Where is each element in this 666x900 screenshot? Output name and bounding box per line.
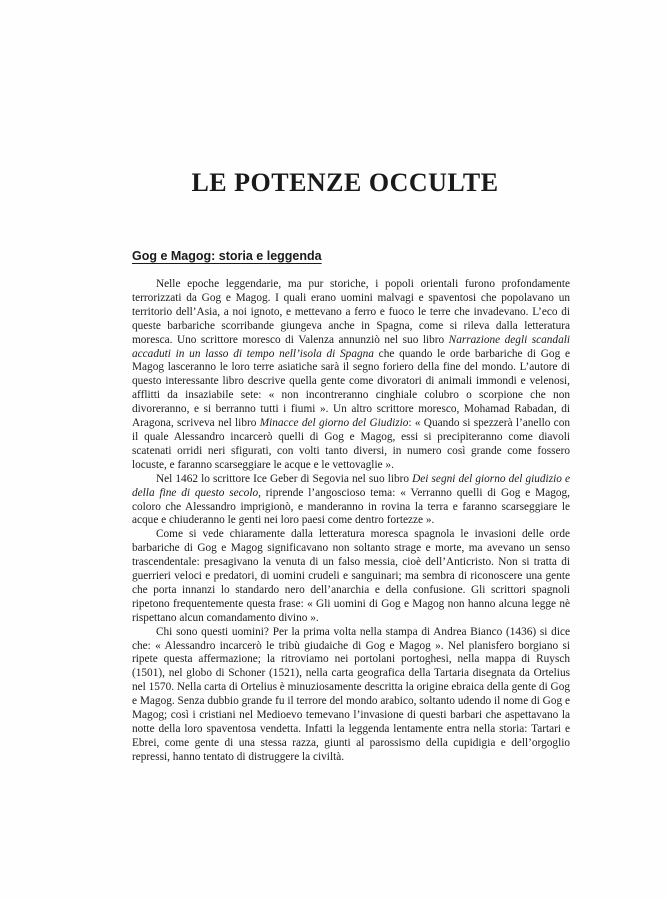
paragraph-text: Come si vede chiaramente dalla letteratura moresca spagnola le invasioni delle orde barbariche di Gog e Magog significavano non soltanto strage e morte, ma avevano un senso trascendentale: presagivano la venuta di un falso messia, cioè dell’Anticristo. Non si tratta di guerrieri veloci e predatori, di uomini crudeli e sanguinari; ma sembra di riconoscere una gente che porta innanzi lo standardo nero dell’anarchia e della confusione. Gli scrittori spagnoli ripetono frequentemente questa frase: « Gli uomini di Gog e Magog non hanno alcuna legge nè rispettano alcun comandamento divino ». [132,528,570,624]
paragraph [132,528,570,625]
paragraph [132,473,570,529]
page-title: LE POTENZE OCCULTE [191,168,499,197]
paragraph-text: , riprende l’angoscioso tema: « Verranno quelli di Gog e Magog, coloro che Alessandro imprigionò, e manderanno in rovina la terra e faranno scarseggiare le acque e chiuderanno le genti nei loro paesi come dentro fortezze ». [132,486,571,527]
paragraph-text: Chi sono questi uomini? Per la prima volta nella stampa di Andrea Bianco (1436) si dice che: « Alessandro incarcerò le tribù giudaiche di Gog e Magog ». Nel planisfero borgiano si ripete questa affermazione; la ritroviamo nei portolani portoghesi, nella mappa di Ruysch (1501), nel globo di Schoner (1521), nella carta geografica della Tartaria disegnata da Ortelius nel 1570. Nella carta di Ortelius è minuziosamente descritta la origine ebraica della gente di Gog e Magog. Senza dubbio grande fu il terrore del mondo arabico, soltanto udendo il nome di Gog e Magog; così i cristiani nel Medioevo temevano l’invasione di questi barbari che aspettavano la notte della loro spaventosa vendetta. Infatti la leggenda lentamente entra nella storia: Tartari e Ebrei, come gente di una stessa razza, giunti al parossismo della cupidigia e dell’orgoglio repressi, hanno tentato di distruggere la civiltà. [132,625,570,763]
body-text [132,278,570,765]
paragraph-text: Nel 1462 lo scrittore Ice Geber di Segovia nel suo libro [156,472,413,485]
paragraph-text: che quando le orde barbariche di Gog e Magog lasceranno le loro terre asiatiche sarà il segno foriero della fine del mondo. L’autore di questo interessante libro descrive quella gente come divoratori di animali immondi e velenosi, afflitti da insaziabile sete: « non incontreranno cinghiale colubro o scorpione che non divoreranno, e si berranno tutti i fiumi ». Un altro scrittore moresco, Mohamad Rabadan, di Aragona, scriveva nel libro [132,347,570,430]
paragraph-text: Nelle epoche leggendarie, ma pur storiche, i popoli orientali furono profondamente terrorizzati da Gog e Magog. I quali erano uomini malvagi e spaventosi che popolavano un territorio dell’Asia, a noi ignoto, e mettevano a ferro e fuoco le terre che invadevano. L’eco di queste barbariche scorribande giungeva anche in Spagna, come si rileva dalla letteratura moresca. Uno scrittore moresco di Valenza annunziò nel suo libro [132,278,570,346]
paragraph-text: : « Quando si spezzerà l’anello con il quale Alessandro incarcerò quelli di Gog e Magog, essi si precipiteranno come diavoli scatenati orridi neri sfigurati, con volti tanto diversi, in numero così grande come fossero locuste, e faranno scarseggiare le acque e le vettovaglie ». [132,417,570,471]
italic-title-text: Minacce del giorno del Giudizio [259,417,409,430]
paragraph [132,626,570,765]
italic-title-text: Narrazione degli scandali accaduti in un lasso di tempo nell’isola di Spagna [132,333,570,360]
italic-title-text: Dei segni del giorno del giudizio e della fine di questo secolo [132,472,570,499]
paragraph [132,278,570,473]
section-title: Gog e Magog: storia e leggenda [132,249,322,263]
